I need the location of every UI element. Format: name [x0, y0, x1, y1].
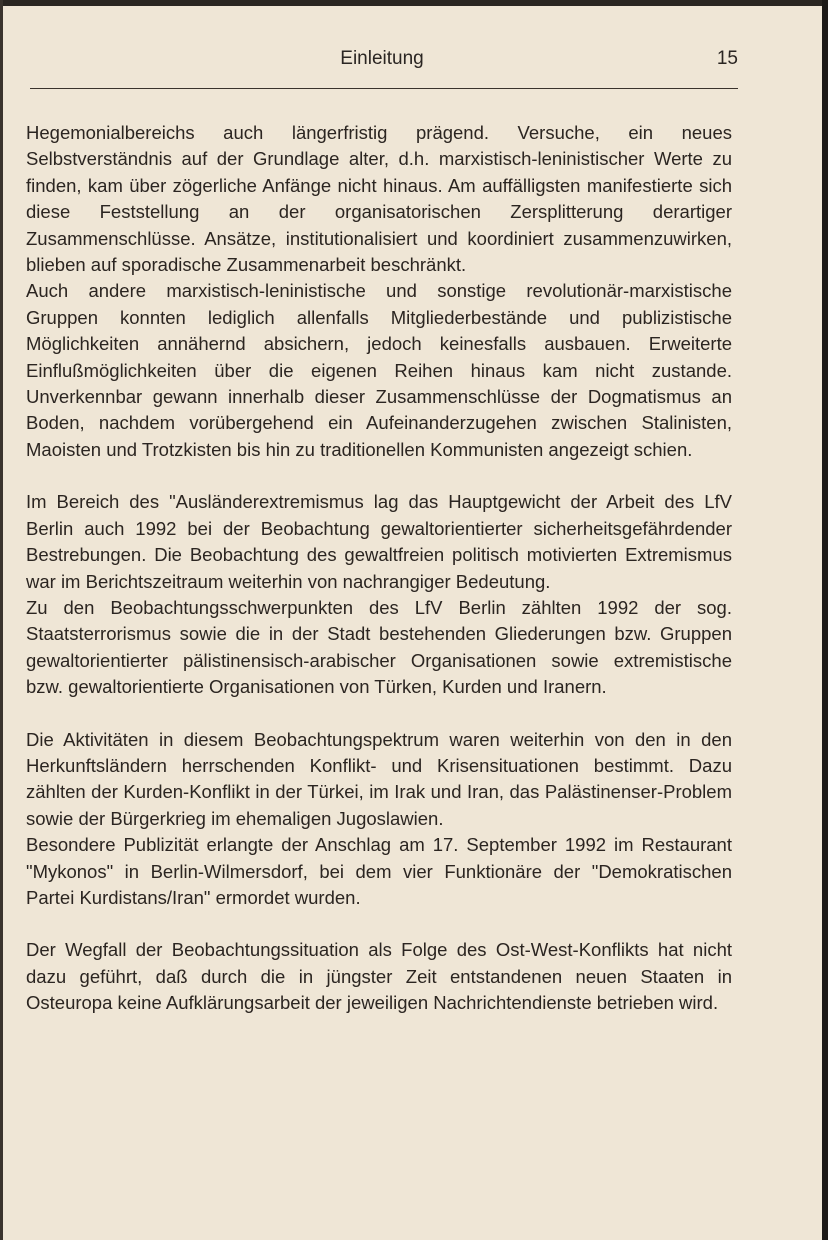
- paragraph-hegemonial: Hegemonialbereichs auch längerfristig prägend. Versuche, ein neues Selbstverständnis auf der Grundlage alter, d.h. marxistisch-leninistischer Werte zu finden, kam über zögerliche Anfänge nicht hinaus. Am auffälligsten manifestierte sich diese Feststellung an der organisatorischen Zersplitterung derartiger Zusammenschlüsse. Ansätze, institutionalisiert und koordiniert zusammenzuwirken, blieben auf sporadische Zusammenarbeit beschränkt.: [26, 122, 732, 276]
- paragraph-other-groups: Auch andere marxistisch-leninistische und sonstige revolutionär-marxistische Gruppen konnten lediglich allenfalls Mitgliederbestände und publizistische Möglichkeiten annähernd absichern, jedoch keinesfalls ausbauen. Erweiterte Einflußmöglichkeiten über die eigenen Reihen hinaus kam nicht zustande. Unverkennbar gewann innerhalb dieser Zusammenschlüsse der Dogmatismus an Boden, nachdem vorübergehend ein Aufeinanderzugehen zwischen Stalinisten, Maoisten und Trotzkisten bis hin zu traditionellen Kommunisten angezeigt schien.: [26, 280, 732, 460]
- running-header-title: Einleitung: [340, 48, 424, 69]
- scan-top-edge: [0, 0, 828, 6]
- paragraph-schwerpunkte: Zu den Beobachtungsschwerpunkten des LfV Berlin zählten 1992 der sog. Staatsterrorismus sowie die in der Stadt bestehenden Gliederungen bzw. Gruppen gewaltorientierter pälistinensisch-arabischer Organisationen sowie extremistische bzw. gewaltorientierte Organisationen von Türken, Kurden und Iranern.: [26, 596, 732, 698]
- scan-right-edge: [822, 0, 828, 1240]
- running-header: [26, 46, 738, 76]
- scan-left-edge: [0, 0, 3, 1240]
- paragraph-aktivitaeten: Die Aktivitäten in diesem Beobachtungspektrum waren weiterhin von den in den Herkunftsländern herrschenden Konflikt- und Krisensituationen bestimmt. Dazu zählten der Kurden-Konflikt in der Türkei, im Irak und Iran, das Palästinenser-Problem sowie der Bürgerkrieg im ehemaligen Jugoslawien.: [26, 728, 732, 829]
- paragraph-auslaenderextremismus: Im Bereich des "Ausländerextremismus lag das Hauptgewicht der Arbeit des LfV Berlin auch 1992 bei der Beobachtung gewaltorientierter sicherheitsgefährdender Bestrebungen. Die Beobachtung des gewaltfreien politisch motivierten Extremismus war im Berichtszeitraum weiterhin von nachrangiger Bedeutung.: [26, 491, 732, 592]
- body-text: [26, 120, 732, 1017]
- page-number: 15: [716, 48, 738, 69]
- paragraph-mykonos: Besondere Publizität erlangte der Anschlag am 17. September 1992 im Restaurant "Mykonos" in Berlin-Wilmersdorf, bei dem vier Funktionäre der "Demokratischen Partei Kurdistans/Iran" ermordet wurden.: [26, 834, 732, 908]
- header-rule: [30, 88, 738, 89]
- paragraph-wegfall: Der Wegfall der Beobachtungssituation als Folge des Ost-West-Konflikts hat nicht dazu geführt, daß durch die in jüngster Zeit entstandenen neuen Staaten in Osteuropa keine Aufklärungsarbeit der jeweiligen Nachrichtendienste betrieben wird.: [26, 939, 732, 1014]
